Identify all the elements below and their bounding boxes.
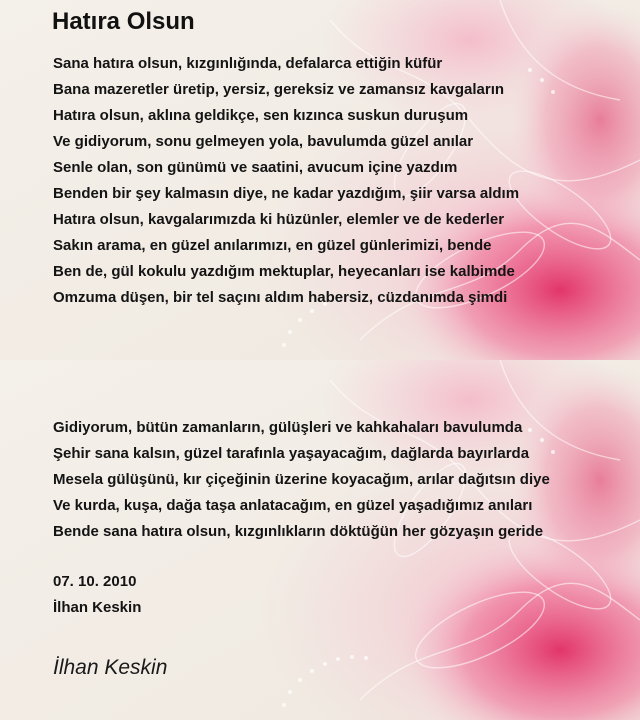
poem-line: Gidiyorum, bütün zamanların, gülüşleri ve kahkahaları bavulumda bbox=[53, 419, 523, 436]
poem-verse-2 bbox=[53, 415, 550, 545]
poem-meta bbox=[53, 569, 141, 621]
poem-line: Hatıra olsun, kavgalarımızda ki hüzünler, elemler ve de kederler bbox=[53, 211, 505, 228]
poem-verse-1 bbox=[53, 51, 519, 311]
author-signature: İlhan Keskin bbox=[53, 656, 168, 679]
poem-line: Ben de, gül kokulu yazdığım mektuplar, heyecanları ise kalbimde bbox=[53, 263, 515, 280]
poem-line: Ve kurda, kuşa, dağa taşa anlatacağım, en güzel yaşadığımız anıları bbox=[53, 497, 533, 514]
poem-line: Omzuma düşen, bir tel saçını aldım habersiz, cüzdanımda şimdi bbox=[53, 289, 508, 306]
poem-date: 07. 10. 2010 bbox=[53, 573, 137, 590]
poem-line: Hatıra olsun, aklına geldikçe, sen kızınca suskun duruşum bbox=[53, 107, 469, 124]
poem-line: Sakın arama, en güzel anılarımızı, en güzel günlerimizi, bende bbox=[53, 237, 492, 254]
poem-author: İlhan Keskin bbox=[53, 599, 142, 616]
poem-line: Bana mazeretler üretip, yersiz, gereksiz ve zamansız kavgaların bbox=[53, 81, 505, 98]
poem-line: Bende sana hatıra olsun, kızgınlıkların döktüğün her gözyaşın geride bbox=[53, 523, 544, 540]
poem-line: Mesela gülüşünü, kır çiçeğinin üzerine koyacağım, arılar dağıtsın diye bbox=[53, 471, 550, 488]
poem-line: Ve gidiyorum, sonu gelmeyen yola, bavulumda güzel anılar bbox=[53, 133, 474, 150]
poem-title: Hatıra Olsun bbox=[52, 8, 195, 35]
poem-line: Şehir sana kalsın, güzel tarafınla yaşayacağım, dağlarda bayırlarda bbox=[53, 445, 530, 462]
poem-line: Sana hatıra olsun, kızgınlığında, defalarca ettiğin küfür bbox=[53, 55, 443, 72]
poem-card-bottom bbox=[0, 360, 640, 720]
poem-line: Benden bir şey kalmasın diye, ne kadar yazdığım, şiir varsa aldım bbox=[53, 185, 520, 202]
poem-line: Senle olan, son günümü ve saatini, avucum içine yazdım bbox=[53, 159, 458, 176]
